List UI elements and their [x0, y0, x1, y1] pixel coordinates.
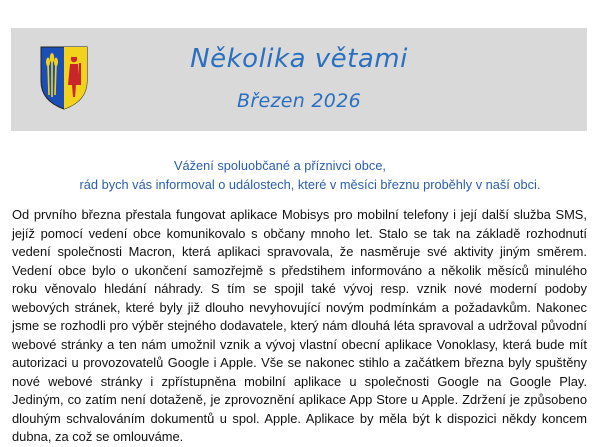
greeting	[0, 156, 600, 194]
greeting-line-1: Vážení spoluobčané a příznivci obce,	[174, 158, 386, 173]
greeting-line-2: rád bych vás informoval o událostech, které v měsíci březnu proběhly v naší obci.	[79, 177, 541, 192]
article-paragraph: Od prvního března přestala fungovat aplikace Mobisys pro mobilní telefony i její další služba SMS, jejíž pomocí vedení obce komunikovalo s občany mnoho let. Stalo se tak na základě rozhodnutí vedení společnosti Macron, která aplikaci spravovala, že nasměruje své aktivity jiným směrem. Vedení obce bylo o ukončení samozřejmě s předstihem informováno a několik měsíců minulého roku věnovalo hledání náhrady. S tím se spojil také vývoj resp. vznik nové moderní podoby webových stránek, které byly již dlouho nevyhovující novým podmínkám a požadavkům. Nakonec jsme se rozhodli pro výběr stejného dodavatele, který nám dlouhá léta spravoval a udržoval původní webové stránky a ten nám umožnil vznik a vývoj vlastní obecní aplikace Vonoklasy, která bude mít autorizaci u provozovatelů Google i Apple. Vše se nakonec stihlo a začátkem března byly spuštěny nové webové stránky i zpřístupněna mobilní aplikace u společnosti Google na Google Play. Jediným, co zatím není dotaženě, je zprovoznění aplikace App Store u Apple. Zdržení je způsobeno dlouhým schvalováním dokumentů u spol. Apple. Aplikace by měla být k dispozici někdy koncem dubna, za což se omlouváme.	[12, 207, 587, 444]
newsletter-date: Březen 2026	[237, 90, 361, 112]
newsletter-title: Několika větami	[190, 44, 408, 74]
newsletter-header	[11, 28, 587, 131]
